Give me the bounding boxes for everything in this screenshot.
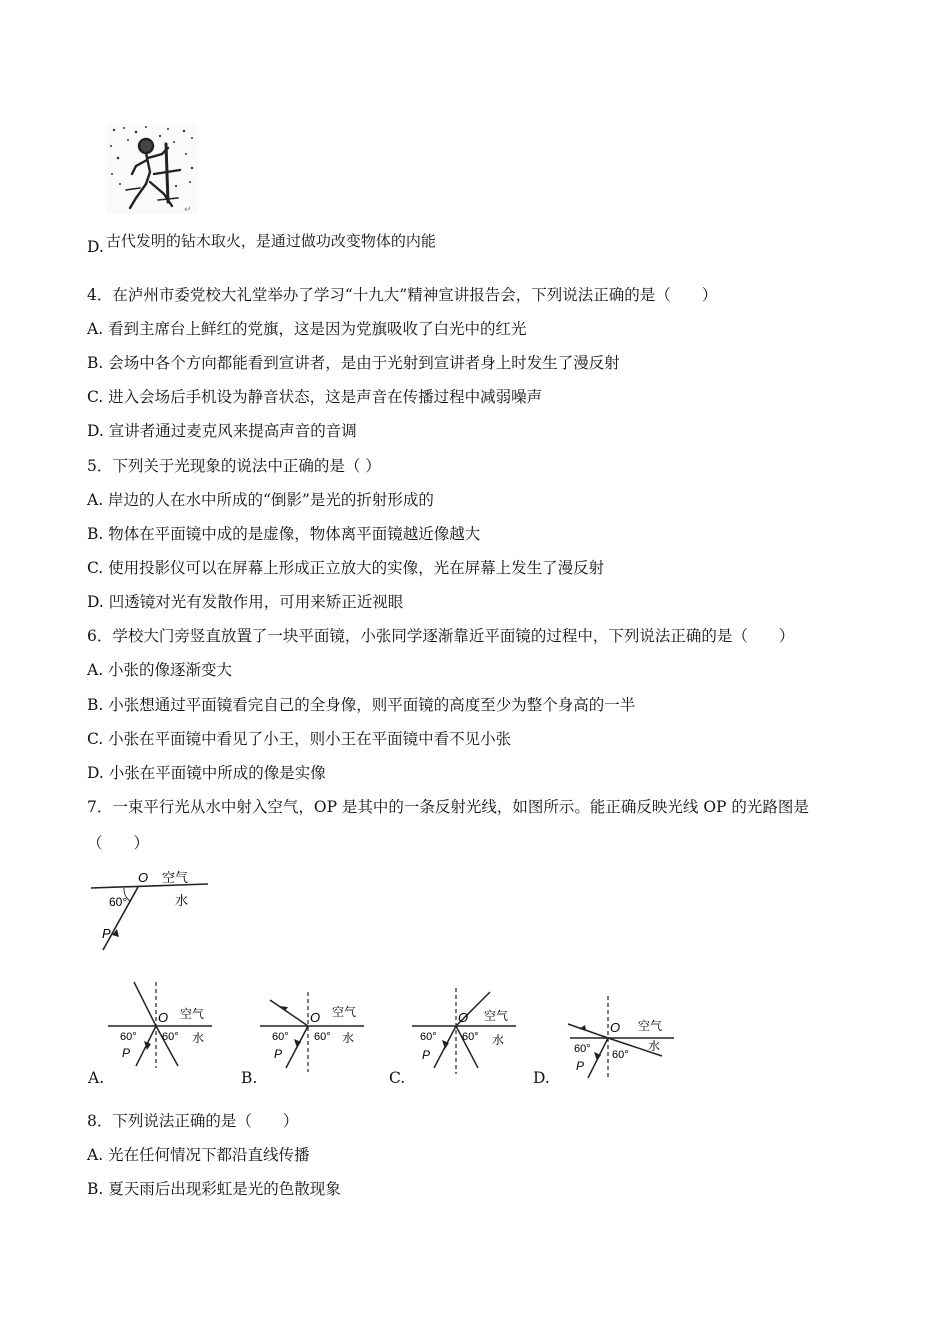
q4-option-d[interactable]: D. 宣讲者通过麦克风来提高声音的音调 [87,422,357,440]
angle-label: 60° [109,895,128,909]
q4-option-c[interactable]: C. 进入会场后手机设为静音状态，这是声音在传播过程中减弱噪声 [87,388,543,406]
svg-text:60°: 60° [462,1031,479,1043]
svg-text:O: O [310,1010,321,1025]
q7-option-a-label[interactable]: A. [88,1069,105,1087]
q4-option-b[interactable]: B. 会场中各个方向都能看到宣讲者，是由于光射到宣讲者身上时发生了漫反射 [87,354,620,372]
q7-option-d-label[interactable]: D. [533,1069,550,1087]
q7-option-b-label[interactable]: B. [241,1069,258,1087]
q4-stem: 4．在泸州市委党校大礼堂举办了学习“十九大”精神宣讲报告会，下列说法正确的是（ ） [87,286,718,304]
svg-text:水: 水 [648,1039,661,1053]
q6-stem: 6．学校大门旁竖直放置了一块平面镜，小张同学逐渐靠近平面镜的过程中，下列说法正确的是（ ） [87,627,795,645]
svg-text:P: P [576,1059,585,1073]
q4-option-a[interactable]: A. 看到主席台上鲜红的党旗，这是因为党旗吸收了白光中的红光 [87,320,527,338]
q5-stem: 5．下列关于光现象的说法中正确的是（ ） [87,457,381,475]
q7-stem: 7．一束平行光从水中射入空气，OP 是其中的一条反射光线，如图所示。能正确反映光线 OP 的光路图是 [87,798,809,816]
q6-option-a[interactable]: A. 小张的像逐渐变大 [87,661,233,679]
svg-text:空气: 空气 [180,1007,205,1021]
q5-option-c[interactable]: C. 使用投影仪可以在屏幕上形成正立放大的实像，光在屏幕上发生了漫反射 [87,559,605,577]
q3-option-d[interactable] [87,232,436,257]
q5-option-d[interactable]: D. 凹透镜对光有发散作用，可用来矫正近视眼 [87,593,404,611]
svg-text:60°: 60° [314,1031,331,1043]
q6-option-d[interactable]: D. 小张在平面镜中所成的像是实像 [87,764,326,782]
svg-text:水: 水 [342,1031,355,1045]
q6-option-c[interactable]: C. 小张在平面镜中看见了小王，则小王在平面镜中看不见小张 [87,730,512,748]
water-label: 水 [175,893,189,908]
svg-text:O: O [610,1020,621,1035]
q8-option-a[interactable]: A. 光在任何情况下都沿直线传播 [87,1146,310,1164]
svg-text:P: P [422,1048,431,1062]
svg-text:O: O [158,1010,169,1025]
svg-text:空气: 空气 [484,1009,509,1023]
q7-option-d-diagram[interactable] [562,994,682,1080]
q5-option-a[interactable]: A. 岸边的人在水中所成的“倒影”是光的折射形成的 [87,491,434,509]
q7-option-a-diagram[interactable] [100,978,220,1070]
svg-text:60°: 60° [120,1031,137,1043]
q7-main-diagram [88,866,213,958]
drilling-wood-fire-sketch [106,124,198,214]
q7-blank: （ ） [87,834,150,852]
q5-option-b[interactable]: B. 物体在平面镜中成的是虚像，物体离平面镜越近像越大 [87,525,481,543]
svg-text:60°: 60° [272,1031,289,1043]
svg-text:水: 水 [192,1031,205,1045]
air-label: 空气 [162,870,189,885]
svg-text:60°: 60° [162,1031,179,1043]
svg-text:60°: 60° [420,1031,437,1043]
q8-option-b[interactable]: B. 夏天雨后出现彩虹是光的色散现象 [87,1180,341,1198]
q3-option-d-letter: D. [87,238,104,256]
svg-text:P: P [274,1047,283,1061]
point-p-label: P [102,926,111,941]
q7-option-c-label[interactable]: C. [389,1069,406,1087]
svg-text:空气: 空气 [332,1005,357,1019]
svg-text:P: P [122,1046,131,1060]
svg-text:O: O [458,1010,469,1025]
point-o-label: O [138,870,149,885]
q6-option-b[interactable]: B. 小张想通过平面镜看完自己的全身像，则平面镜的高度至少为整个身高的一半 [87,696,636,714]
svg-text:60°: 60° [612,1049,629,1061]
q7-option-c-diagram[interactable] [404,986,524,1076]
svg-text:60°: 60° [574,1043,591,1055]
q3-option-d-caption: 古代发明的钻木取火，是通过做功改变物体的内能 [105,232,436,250]
q8-stem: 8．下列说法正确的是（ ） [87,1112,299,1130]
q7-option-b-diagram[interactable] [252,990,372,1074]
svg-text:空气: 空气 [638,1019,663,1033]
svg-text:水: 水 [492,1033,505,1047]
return-mark: ↵ [184,204,192,214]
